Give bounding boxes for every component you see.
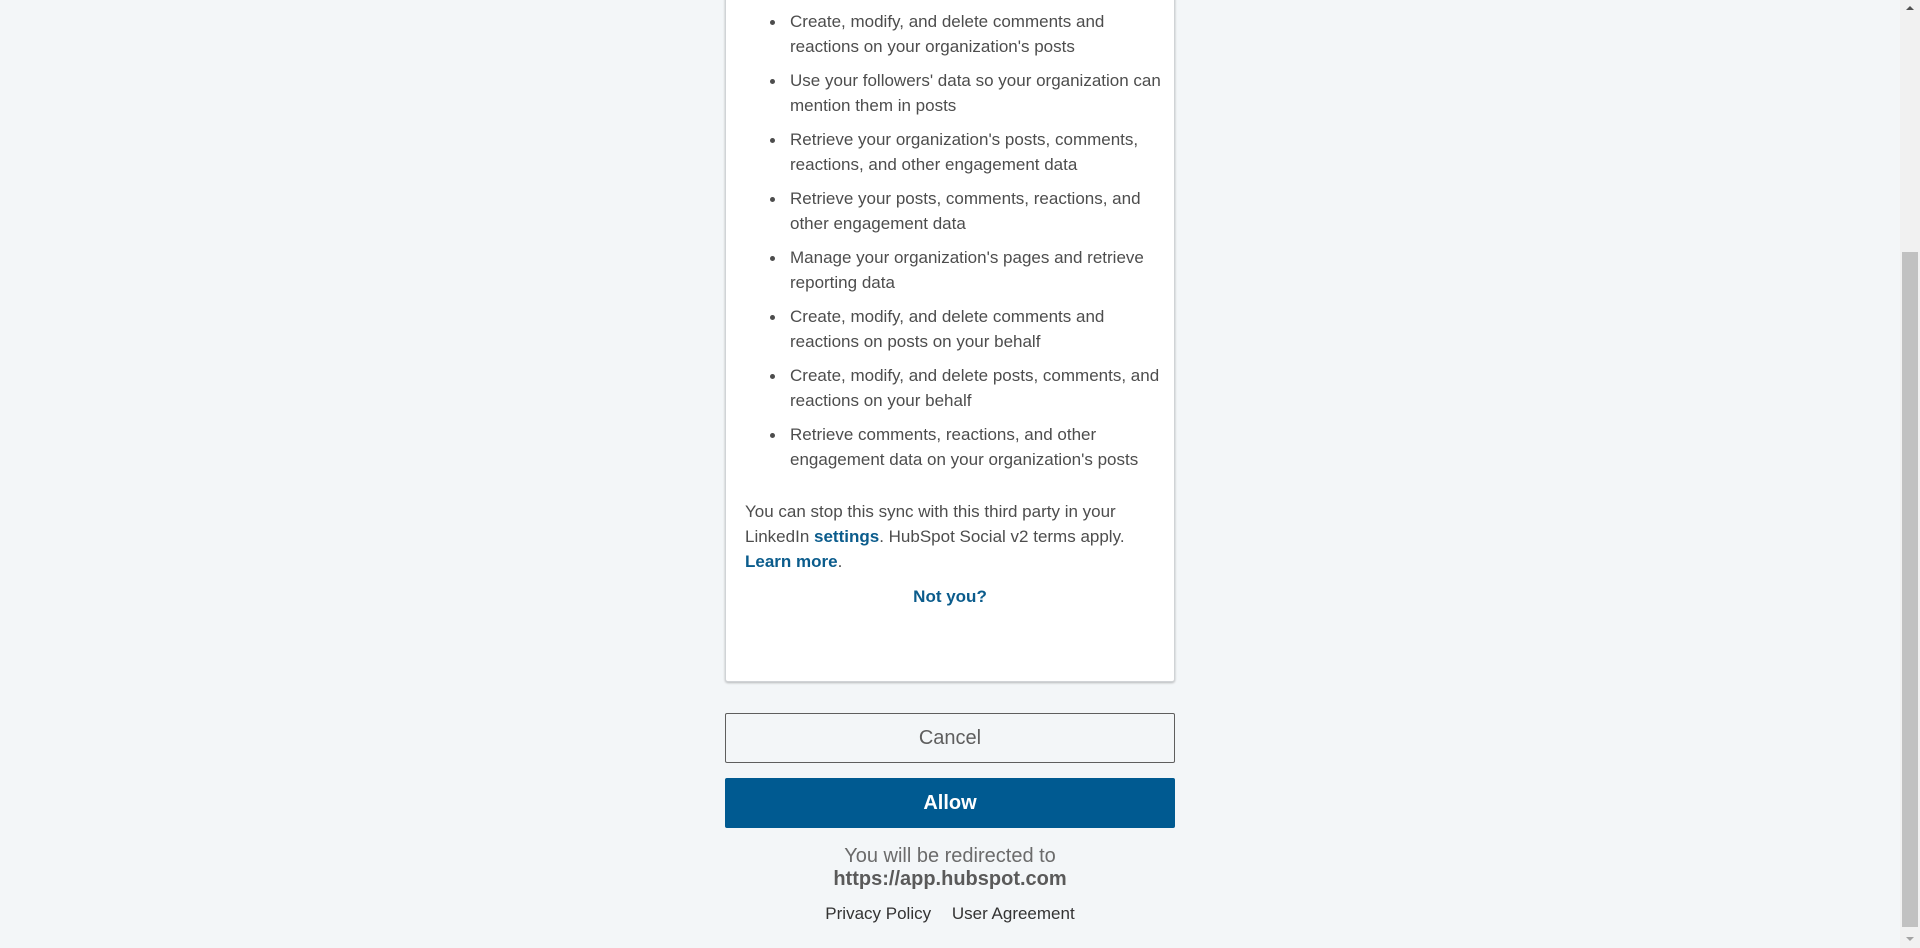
permission-item: Retrieve comments, reactions, and other engagement data on your organization's posts [766, 422, 1166, 472]
bullet-icon [770, 315, 775, 320]
scroll-up-arrow-icon[interactable] [1900, 0, 1920, 17]
redirect-notice: You will be redirected to https://app.hubspot.com [833, 845, 1067, 890]
consent-card [725, 0, 1175, 682]
permission-item: Create, modify, and delete comments and reactions on posts on your behalf [766, 304, 1166, 354]
redirect-url: https://app.hubspot.com [833, 868, 1067, 890]
bullet-icon [770, 20, 775, 25]
permission-item: Manage your organization's pages and retrieve reporting data [766, 245, 1166, 295]
settings-link[interactable]: settings [814, 527, 880, 546]
allow-button[interactable]: Allow [725, 778, 1175, 828]
privacy-policy-link[interactable]: Privacy Policy [825, 904, 932, 923]
permission-list [766, 9, 1166, 482]
scroll-down-arrow-icon[interactable] [1900, 931, 1920, 948]
user-agreement-link[interactable]: User Agreement [951, 904, 1075, 923]
bullet-icon [770, 256, 775, 261]
sync-note: You can stop this sync with this third party in your LinkedIn settings. HubSpot Social v2 terms apply. Learn more. [745, 502, 1125, 571]
vertical-scrollbar[interactable] [1900, 0, 1920, 948]
permission-item: Use your followers' data so your organization can mention them in posts [766, 68, 1166, 118]
not-you-link[interactable]: Not you? [913, 587, 987, 606]
cancel-button[interactable]: Cancel [725, 713, 1175, 763]
permission-item: Retrieve your organization's posts, comments, reactions, and other engagement data [766, 127, 1166, 177]
bullet-icon [770, 433, 775, 438]
bullet-icon [770, 374, 775, 379]
bullet-icon [770, 138, 775, 143]
bullet-icon [770, 197, 775, 202]
bullet-icon [770, 79, 775, 84]
learn-more-link[interactable]: Learn more [745, 552, 838, 571]
scrollbar-thumb[interactable] [1902, 252, 1918, 927]
footer-links [725, 904, 1175, 924]
permission-item: Create, modify, and delete posts, comments, and reactions on your behalf [766, 363, 1166, 413]
permission-item: Create, modify, and delete comments and reactions on your organization's posts [766, 9, 1166, 59]
permission-item: Retrieve your posts, comments, reactions, and other engagement data [766, 186, 1166, 236]
